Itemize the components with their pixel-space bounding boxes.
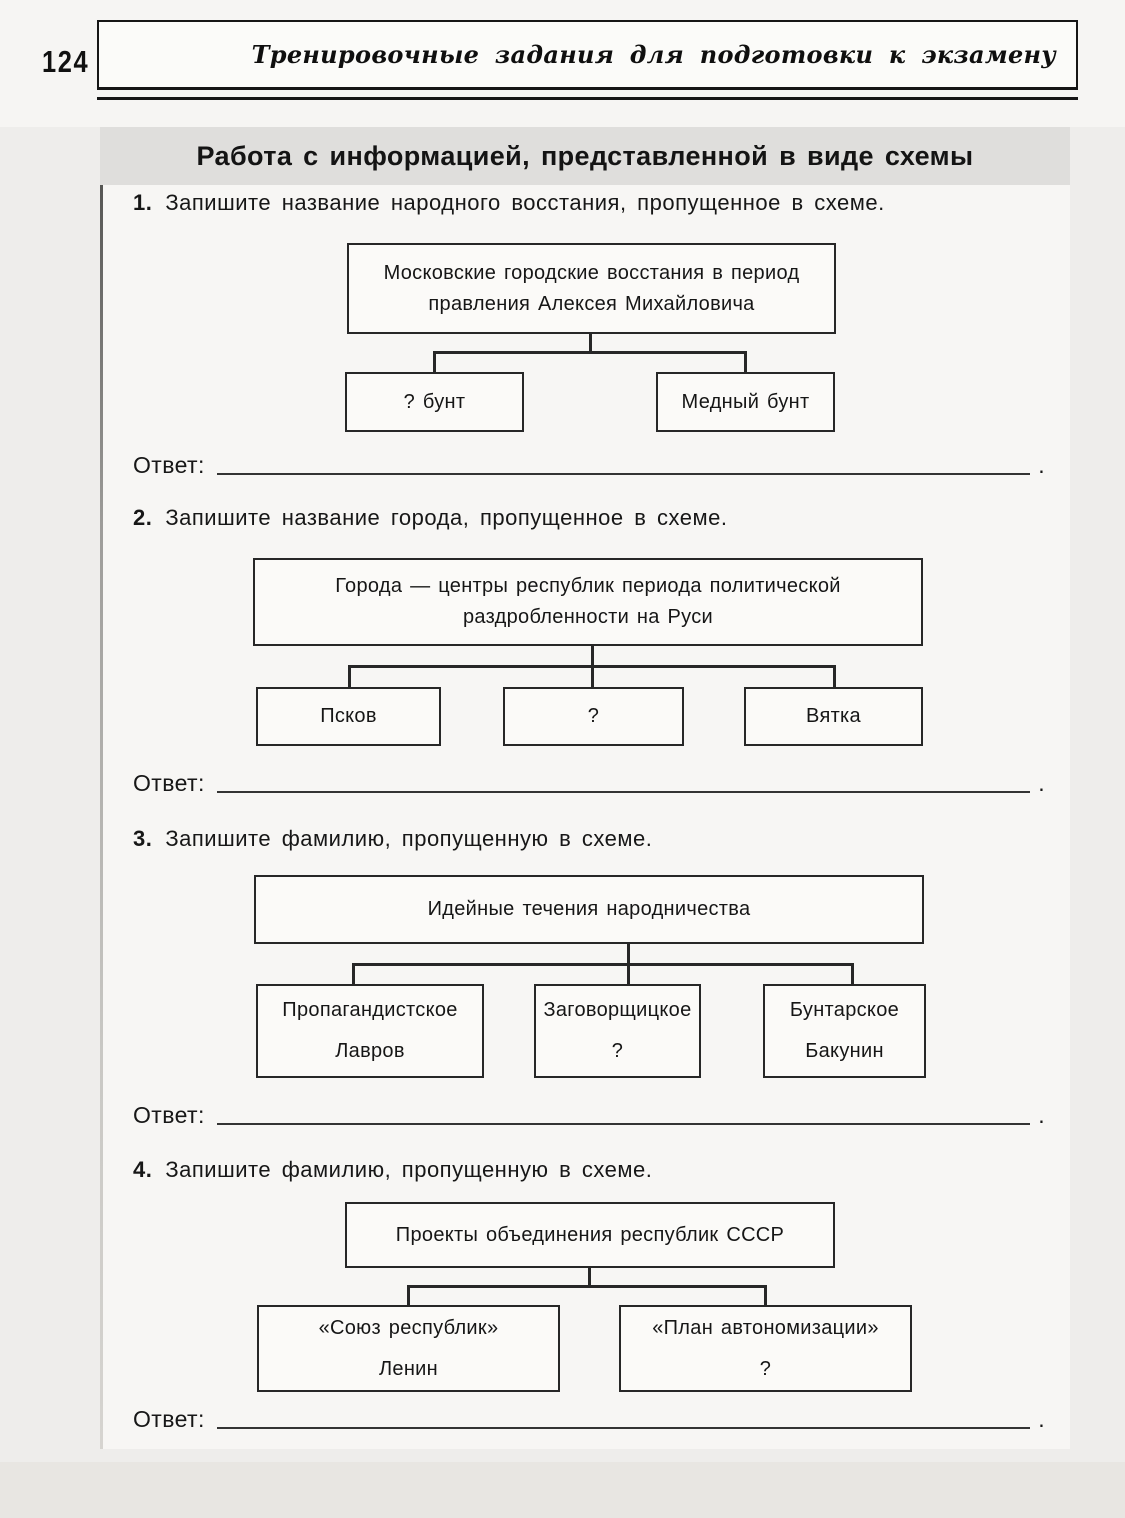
- box-line: ?: [611, 1040, 624, 1062]
- box-line: Бунтарское: [789, 999, 900, 1021]
- answer-blank-line[interactable]: [217, 1427, 1030, 1429]
- exercise-3-child-box: [256, 984, 484, 1078]
- connector-vertical: [589, 334, 592, 351]
- exercise-2-root-box: [253, 558, 923, 646]
- box-line: Медный бунт: [681, 390, 810, 413]
- connector-vertical: [591, 646, 594, 665]
- box-line: Города — центры республик периода политической: [335, 575, 841, 597]
- connector-vertical: [407, 1285, 410, 1305]
- answer-end-mark: .: [1038, 1102, 1045, 1128]
- answer-blank-line[interactable]: [217, 473, 1030, 475]
- connector-vertical: [348, 665, 351, 687]
- box-line: ?: [759, 1357, 772, 1380]
- answer-label: Ответ:: [133, 1406, 205, 1432]
- section-title: Работа с информацией, представленной в виде схемы: [196, 140, 974, 171]
- answer-blank-line[interactable]: [217, 1123, 1030, 1125]
- exercise-1-prompt: Запишите название народного восстания, пропущенное в схеме.: [165, 190, 885, 215]
- page-bottom-margin: [0, 1462, 1125, 1518]
- box-line: «План автономизации»: [652, 1316, 879, 1339]
- exercise-4-root-box: [345, 1202, 835, 1268]
- exercise-2-instruction: [133, 505, 727, 531]
- exercise-1-answer-row: [133, 452, 1045, 479]
- exercise-2-child-box: [503, 687, 684, 746]
- box-line: Лавров: [335, 1040, 405, 1062]
- exercise-3-child-box: [534, 984, 701, 1078]
- box-line: Проекты объединения республик СССР: [395, 1223, 785, 1246]
- exercise-2-prompt: Запишите название города, пропущенное в схеме.: [165, 505, 728, 530]
- answer-end-mark: .: [1038, 452, 1045, 478]
- connector-vertical: [764, 1285, 767, 1305]
- exercise-2-child-box: [744, 687, 923, 746]
- exercise-1-instruction: [133, 190, 885, 216]
- box-line: правления Алексея Михайловича: [428, 292, 755, 315]
- answer-label: Ответ:: [133, 770, 205, 796]
- box-line: Пропагандистское: [282, 999, 458, 1021]
- connector-vertical: [851, 963, 854, 984]
- section-title-band: [100, 127, 1070, 185]
- answer-blank-line[interactable]: [217, 791, 1030, 793]
- exercise-2-answer-row: [133, 770, 1045, 797]
- connector-vertical: [591, 665, 594, 687]
- exercise-4-answer-row: [133, 1406, 1045, 1433]
- exercise-4-prompt: Запишите фамилию, пропущенную в схеме.: [165, 1157, 653, 1182]
- exercise-4-number: 4.: [133, 1157, 153, 1182]
- answer-end-mark: .: [1038, 1406, 1045, 1432]
- exercise-1-child-box: [345, 372, 524, 432]
- box-line: ? бунт: [403, 390, 466, 413]
- answer-end-mark: .: [1038, 770, 1045, 796]
- exercise-3-child-box: [763, 984, 926, 1078]
- connector-vertical: [588, 1268, 591, 1285]
- answer-label: Ответ:: [133, 1102, 205, 1128]
- exercise-4-child-box: [257, 1305, 560, 1392]
- box-line: Ленин: [378, 1357, 438, 1380]
- header-underline: [97, 97, 1078, 100]
- exercise-2-child-box: [256, 687, 441, 746]
- box-line: Заговорщицкое: [543, 999, 692, 1021]
- exercise-1-child-box: [656, 372, 835, 432]
- connector-rail: [352, 963, 854, 966]
- box-line: раздробленности на Руси: [462, 606, 714, 628]
- box-line: Вятка: [806, 705, 861, 727]
- exercise-3-number: 3.: [133, 826, 153, 851]
- running-head-box: [97, 20, 1078, 90]
- connector-vertical: [833, 665, 836, 687]
- box-line: ?: [587, 705, 600, 727]
- connector-vertical: [352, 963, 355, 984]
- box-line: Идейные течения народничества: [427, 898, 751, 920]
- connector-rail: [433, 351, 747, 354]
- exercise-4-instruction: [133, 1157, 652, 1183]
- exercise-1-root-box: [347, 243, 836, 334]
- box-line: Бакунин: [805, 1040, 884, 1062]
- exercise-2-number: 2.: [133, 505, 153, 530]
- box-line: «Союз республик»: [318, 1316, 499, 1339]
- connector-vertical: [744, 351, 747, 372]
- exercise-1-number: 1.: [133, 190, 153, 215]
- exercise-3-prompt: Запишите фамилию, пропущенную в схеме.: [165, 826, 653, 851]
- running-head: Тренировочные задания для подготовки к экзамену: [251, 40, 1056, 69]
- exercise-4-child-box: [619, 1305, 912, 1392]
- exercise-3-root-box: [254, 875, 924, 944]
- connector-vertical: [433, 351, 436, 372]
- connector-vertical: [627, 963, 630, 984]
- page-number: 124: [42, 44, 90, 79]
- connector-rail: [407, 1285, 767, 1288]
- box-line: Псков: [320, 705, 377, 727]
- connector-vertical: [627, 944, 630, 963]
- exercise-3-answer-row: [133, 1102, 1045, 1129]
- box-line: Московские городские восстания в период: [383, 261, 800, 284]
- exercise-3-instruction: [133, 826, 652, 852]
- answer-label: Ответ:: [133, 452, 205, 478]
